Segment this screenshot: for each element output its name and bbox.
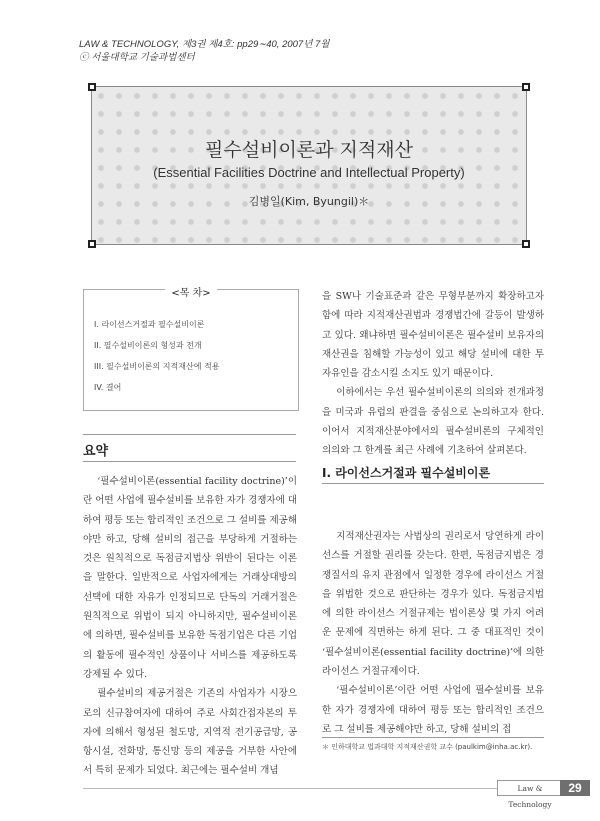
table-of-contents (83, 289, 299, 411)
summary-paragraph: 필수설비의 제공거절은 기존의 사업자가 시장으로의 신규참여자에 대하여 주로 사회간접자본의 투자에 의해서 형성된 철도망, 지역적 전기공급망, 공항시설, 전화망, 통신망 등의 제공을 거부한 사안에서 특히 문제가 되었다. 최근에는 필수설비 개념 (83, 688, 297, 777)
toc-item: II. 필수설비이론의 형성과 전개 (94, 341, 202, 350)
body-paragraph: ‘필수설비이론’이란 어떤 사업에 필수설비를 보유한 자가 경쟁자에 대하여 평등 또는 합리적인 조건으로 그 설비를 제공해야만 하고, 당해 설비의 접 (322, 685, 544, 735)
section-title: I. 라이선스거절과 필수설비이론 (322, 466, 491, 480)
body-column-bottom (322, 527, 544, 739)
footer-journal-name: Law & Technology (497, 780, 563, 796)
article-subtitle: (Essential Facilities Doctrine and Intellectual Property) (153, 165, 465, 180)
body-paragraph: 이하에서는 우선 필수설비이론의 의의와 전개과정을 미국과 유럽의 판결을 중심으로 논의하고자 한다. 이어서 지적재산분야에서의 필수설비론의 구체적인 의의와 그 한계를 최근 사례에 기초하여 살펴본다. (322, 387, 544, 457)
summary-column (83, 472, 297, 781)
body-column-top (322, 287, 544, 461)
copyright-line: ⓒ 서울대학교 기술과법센터 (79, 52, 195, 63)
corner-ornament (522, 240, 530, 248)
page-number: 29 (560, 780, 590, 796)
footer-rule (83, 788, 498, 789)
summary-paragraph: ‘필수설비이론(essential facility doctrine)’이란 어떤 사업에 필수설비를 보유한 자가 경쟁자에 대하여 평등 또는 합리적인 조건으로 그 설비를 제공해야만 하고, 당해 설비의 접근을 부당하게 거절하는 것은 원칙적으로 독점금지법상 위반이 된다는 이론을 말한다. 일반적으로 사업자에게는 거래상대방의 선택에 대한 자유가 인정되므로 단독의 거래거절은 원칙적으로 위법이 되지 아니하지만, 필수설비이론에 의하면, 필수설비를 보유한 독점기업은 다른 기업의 활동에 필수적인 상품이나 서비스를 제공하도록 강제될 수 있다. (83, 476, 297, 680)
summary-bottom-rule (83, 461, 296, 462)
journal-header (79, 38, 330, 64)
article-author: 김병일(Kim, Byungil)＊ (248, 195, 370, 208)
toc-title: <목 차> (165, 288, 216, 299)
journal-citation: LAW & TECHNOLOGY, 제3권 제4호: pp29∼40, 2007년 7월 (79, 39, 330, 50)
toc-item: III. 필수설비이론의 지적재산에 적용 (94, 362, 220, 371)
article-title: 필수설비이론과 지적재산 (205, 139, 413, 161)
summary-top-rule (83, 434, 296, 435)
toc-list (94, 314, 219, 398)
body-paragraph: 을 SW나 기술표준과 같은 무형부분까지 확장하고자 함에 따라 지적재산권법과 경쟁법간에 갈등이 발생하고 있다. 왜냐하면 필수설비이론은 필수설비 보유자의 재산권을 침해할 가능성이 있고 해당 설비에 대한 투자유인을 감소시킬 소지도 있기 때문이다. (322, 291, 544, 380)
toc-item: IV. 결어 (94, 383, 122, 392)
section-rule (322, 483, 544, 484)
corner-ornament (88, 240, 96, 248)
summary-heading: 요약 (83, 444, 109, 459)
footnote-rule (322, 737, 544, 738)
title-box (91, 86, 527, 245)
corner-ornament (88, 83, 96, 91)
body-paragraph: 지적재산권자는 사법상의 권리로서 당연하게 라이선스를 거절할 권리를 갖는다. 한편, 독점금지법은 경쟁질서의 유지 관점에서 일정한 경우에 라이선스 거절을 위법한 것으로 판단하는 경우가 있다. 독점금지법에 의한 라이선스 거절규제는 법이론상 몇 가지 어려운 문제에 직면하는 하게 된다. 그 중 대표적인 것이 ‘필수설비이론(essential facility doctrine)’에 의한 라이선스 거절규제이다. (322, 531, 544, 678)
corner-ornament (522, 83, 530, 91)
toc-item: I. 라이선스거절과 필수설비이론 (94, 320, 205, 329)
footnote: ＊ 인하대학교 법과대학 지적재산권학 교수 (paulkim@inha.ac.kr). (322, 743, 533, 751)
